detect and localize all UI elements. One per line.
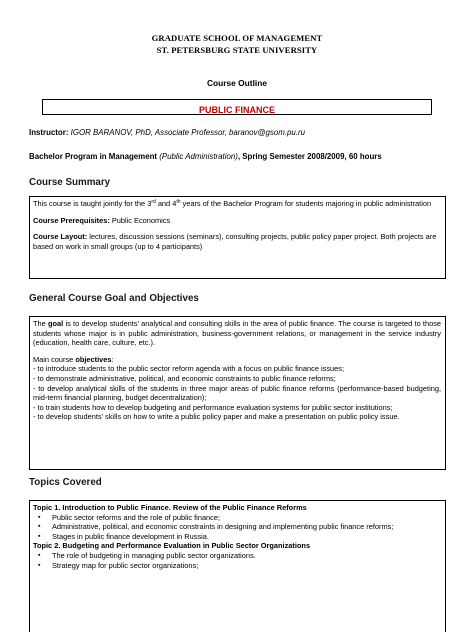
topic-2-title: Topic 2. Budgeting and Performance Evaluation in Public Sector Organizations [33,541,311,551]
objectives-keyword: objectives [75,354,112,364]
summary-intro-sup-rd: rd [151,199,156,205]
topic-2-item-text: The role of budgeting in managing public sector organizations. [52,550,256,560]
bullet-icon: ▪ [38,551,41,559]
summary-intro-text-c: years of the Bachelor Program for students majoring in public administration [180,199,432,208]
instructor-value: IGOR BARANOV, PhD, Associate Professor, baranov@gsom.pu.ru [70,128,305,137]
instructor-line [29,128,305,137]
goals-heading: General Course Goal and Objectives [29,293,199,304]
program-term: , Spring Semester 2008/2009, 60 hours [237,152,382,161]
objective-item: - to train students how to develop budgeting and performance evaluation systems for public sector institutions; [33,402,393,412]
program-line [29,152,382,161]
summary-prerequisites [33,216,441,226]
course-outline-label: Course Outline [206,78,268,88]
topic-2-item [33,561,441,571]
summary-intro-text-b: and 4 [155,199,177,208]
bullet-icon: ▪ [38,561,41,569]
objectives-text-a: Main course [33,354,76,364]
topics-box [29,500,446,632]
layout-label: Course Layout: [33,232,88,242]
topic-1-title: Topic 1. Introduction to Public Finance. Review of the Public Finance Reforms [33,503,307,512]
objective-item: - to introduce students to the public sector reform agenda with a focus on public finance issues; [33,364,344,374]
school-name: GRADUATE SCHOOL OF MANAGEMENT [151,33,323,43]
objectives-text-c: : [111,354,114,364]
goal-keyword: goal [48,319,64,328]
summary-layout [33,232,441,251]
prerequisites-value: Public Economics [109,215,171,225]
topic-1-item [33,513,441,523]
objective-item: - to demonstrate administrative, political, and economic constraints to public finance reforms; [33,373,336,383]
summary-intro-sup-th: th [176,199,181,205]
program-specialization: (Public Administration) [159,152,238,161]
instructor-label: Instructor: [29,128,69,137]
bullet-icon: ▪ [38,513,41,521]
topic-1-item-text: Public sector reforms and the role of public finance; [52,512,221,522]
topic-2-item [33,551,441,561]
university-name: ST. PETERSBURG STATE UNIVERSITY [156,45,318,55]
prerequisites-label: Course Prerequisites: [33,215,110,225]
course-summary-heading: Course Summary [29,177,111,188]
summary-intro-text-a: This course is taught jointly for the 3 [33,199,152,208]
objective-item: - to develop analytical skills of the students in three major areas of public finance reforms (performance-based budgeting, mid-term financial planning, budget decentralization); [33,383,441,403]
goals-box [29,316,446,470]
goal-text-a: The [33,319,48,328]
objective-item: - to develop students’ skills on how to write a public policy paper and make a presentation on public policy issue. [33,412,400,422]
objectives-intro [33,355,441,365]
goal-text-c: is to develop students’ analytical and consulting skills in the area of public finance. The course is targeted to those students whose major is in public administration, business-government relations, or management in the service industry (education, health care, culture, etc.). [33,319,442,348]
goal-paragraph [33,319,441,348]
summary-intro [33,199,441,209]
topic-1-item [33,532,441,542]
bullet-icon: ▪ [38,532,41,540]
topic-1-item [33,522,441,532]
topic-2-item-text: Strategy map for public sector organizations; [52,560,199,570]
course-summary-box [29,196,446,279]
bullet-icon: ▪ [38,523,41,531]
course-title-box [42,99,432,115]
course-title: PUBLIC FINANCE [199,105,275,115]
topics-heading: Topics Covered [29,477,102,488]
topic-1-item-text: Administrative, political, and economic constraints in designing and implementing public finance reforms; [52,522,394,532]
layout-value: lectures, discussion sessions (seminars), consulting projects, public policy paper project. Both projects are based on work in small groups (up to 4 participants) [33,232,437,251]
topic-1-item-text: Stages in public finance development in Russia. [52,531,209,541]
program-name: Bachelor Program in Management [29,152,160,161]
